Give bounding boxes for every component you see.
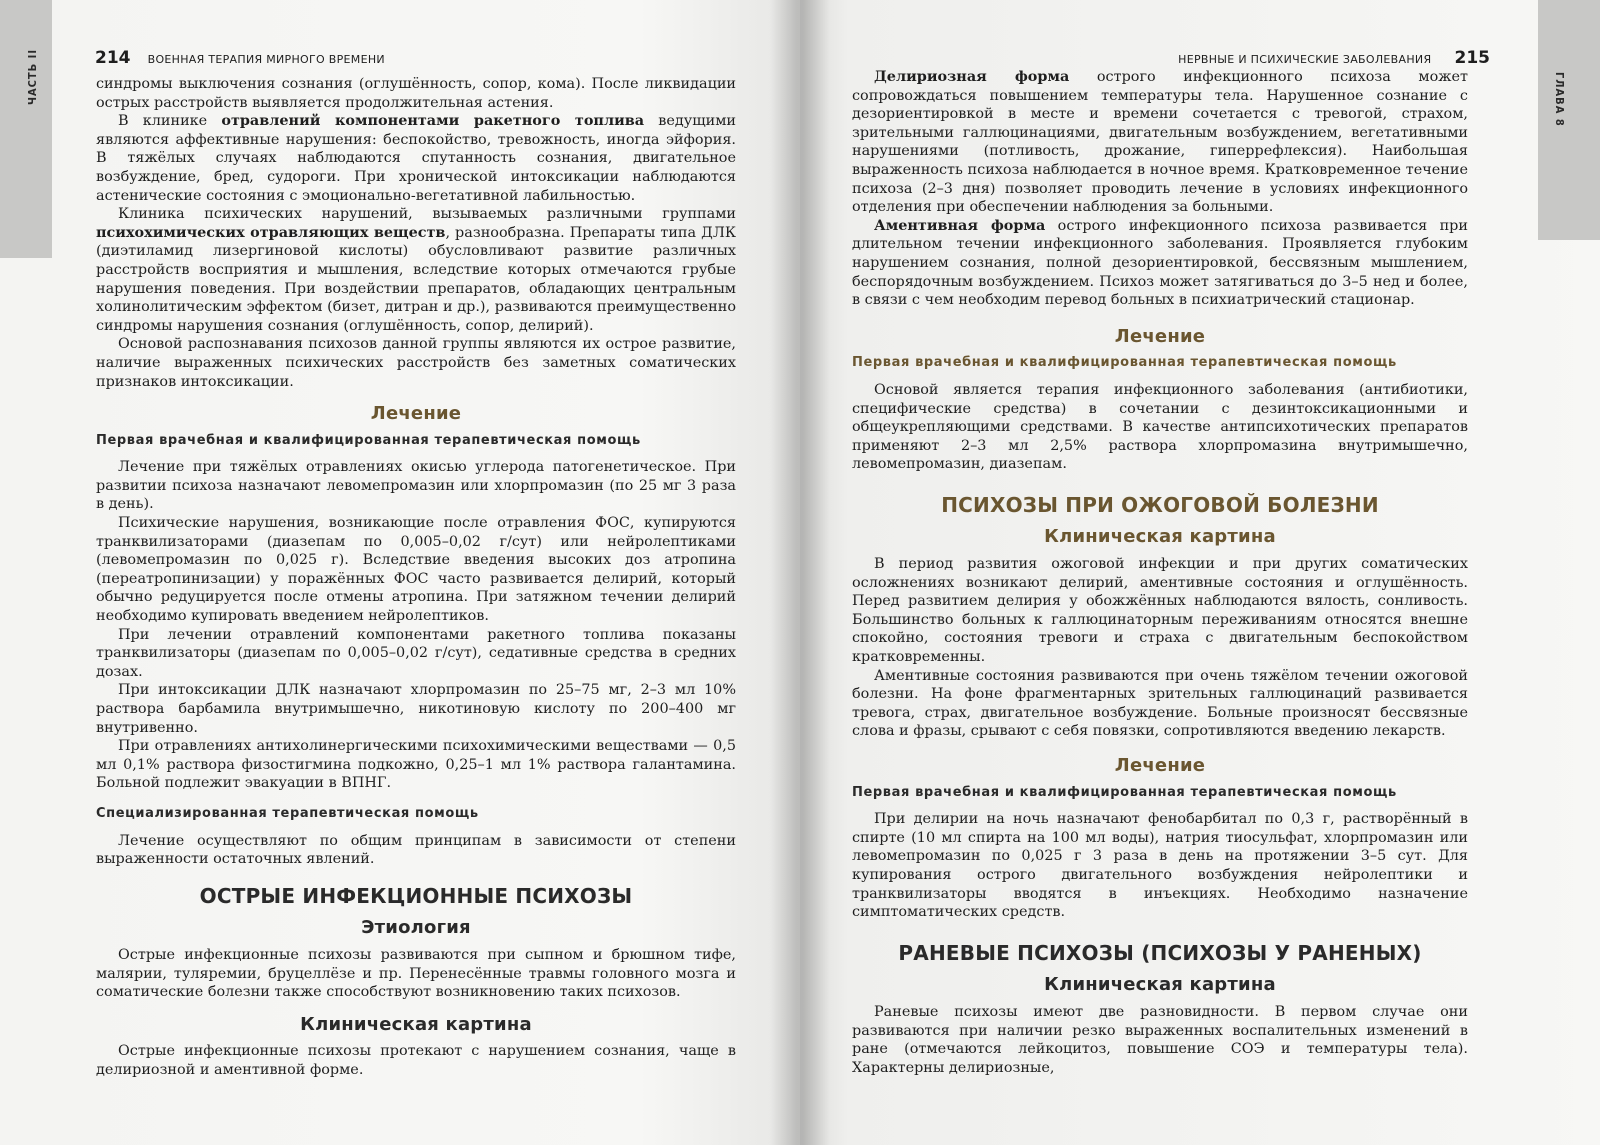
paragraph: Острые инфекционные психозы протекают с нарушением сознания, чаще в делириозной и аментивной форме. <box>96 1043 736 1078</box>
bold-term: психохимических отравляющих веществ <box>96 223 446 241</box>
chapter-heading: ОСТРЫЕ ИНФЕКЦИОННЫЕ ПСИХОЗЫ <box>199 883 633 908</box>
paragraph: Лечение осуществляют по общим принципам в зависимости от степени выраженности остаточных явлений. <box>96 832 736 868</box>
paragraph: синдромы выключения сознания (оглушённость, сопор, кома). После ликвидации острых расстройств выявляется продолжительная астения. <box>96 76 736 111</box>
paragraph: Острые инфекционные психозы развиваются при сыпном и брюшном тифе, малярии, туляремии, бруцеллёзе и пр. Перенесённые травмы головного мозга и соматические болезни также способствуют возникновению таких психозов. <box>96 946 736 1001</box>
section-heading: Клиническая картина <box>1044 526 1276 548</box>
subsection-heading: Первая врачебная и квалифицированная терапевтическая помощь <box>852 784 1397 800</box>
paragraph: Аментивная форма острого инфекционного психоза развивается при длительном течении инфекционного заболевания. Проявляется глубоким нарушением сознания, полной дезориентировкой, бессвязным мышлением, беспорядочным возбуждением. Психоз может затягиваться до 3–5 нед и более, в связи с чем необходим перевод больных в психиатрический стационар. <box>852 216 1468 309</box>
chapter-heading: ПСИХОЗЫ ПРИ ОЖОГОВОЙ БОЛЕЗНИ <box>941 492 1379 517</box>
paragraph: Основой является терапия инфекционного заболевания (антибиотики, специфические средства) в сочетании с дезинтоксикационными и общеукрепляющими средствами. В качестве антипсихотических препаратов применяют 2–3 мл 2,5% раствора хлорпромазина внутримышечно, левомепромазин, диазепам. <box>852 381 1468 473</box>
paragraph: В период развития ожоговой инфекции и при других соматических осложнениях возникают делирий, аментивные состояния и оглушённость. Перед развитием делирия у обожжённых наблюдаются вялость, сонливость. Большинство больных к галлюцинаторным переживаниям относятся внешне спокойно, состояния тревоги и страха с двигательным беспокойством кратковременны. <box>852 556 1468 666</box>
left-page-header <box>95 48 385 68</box>
subsection-heading: Первая врачебная и квалифицированная терапевтическая помощь <box>96 432 641 448</box>
paragraph: Основой распознавания психозов данной группы являются их острое развитие, наличие выраженных психических расстройств без заметных соматических признаков интоксикации. <box>96 336 736 390</box>
paragraph: Лечение при тяжёлых отравлениях окисью углерода патогенетическое. При развитии психоза назначают левомепромазин или хлорпромазин (по 25 мг 3 раза в день). <box>96 459 736 513</box>
paragraph: Психические нарушения, возникающие после отравления ФОС, купируются транквилизаторами (диазепам по 0,005–0,02 г/сут) или нейролептиками (левомепромазин по 0,025 г). Вследствие введения высоких доз атропина (переатропинизации) у поражённых ФОС часто развивается делирий, который обычно редуцируется после отмены атропина. При затяжном течении делирий необходимо купировать введением нейролептиков. <box>96 515 736 625</box>
bold-term: Аментивная форма <box>874 216 1046 234</box>
section-heading: Лечение <box>370 403 462 425</box>
page-number: 215 <box>1454 48 1490 68</box>
left-page-body <box>96 75 736 1080</box>
section-heading: Этиология <box>361 917 471 939</box>
paragraph: При лечении отравлений компонентами ракетного топлива показаны транквилизаторы (диазепам по 0,005–0,02 г/сут), седативные средства в средних дозах. <box>96 626 736 680</box>
section-heading: Клиническая картина <box>300 1013 532 1035</box>
chapter-heading: РАНЕВЫЕ ПСИХОЗЫ (ПСИХОЗЫ У РАНЕНЫХ) <box>898 940 1422 965</box>
paragraph: При делирии на ночь назначают фенобарбитал по 0,3 г, растворённый в спирте (10 мл спирта на 100 мл воды), натрия тиосульфат, хлорпромазин или левомепромазин по 0,025 г 3 раза в день на протяжении 3–5 сут. Для купирования острого двигательного возбуждения нейролептики и транквилизаторы вводятся в инъекциях. Необходимо назначение симптоматических средств. <box>852 811 1468 921</box>
paragraph: Клиника психических нарушений, вызываемых различными группами психохимических отравляющих веществ, разнообразна. Препараты типа ДЛК (диэтиламид лизергиновой кислоты) обусловливают развитие различных расстройств восприятия и мышления, вследствие которых отмечаются грубые нарушения поведения. При воздействии препаратов, обладающих центральным холинолитическим эффектом (бизет, дитран и др.), развиваются преимущественно синдромы нарушения сознания (оглушённость, сопор, делирий). <box>96 206 736 334</box>
section-heading: Лечение <box>1114 325 1206 347</box>
subsection-heading: Специализированная терапевтическая помощь <box>96 805 479 821</box>
running-head: ВОЕННАЯ ТЕРАПИЯ МИРНОГО ВРЕМЕНИ <box>147 53 385 66</box>
running-head: НЕРВНЫЕ И ПСИХИЧЕСКИЕ ЗАБОЛЕВАНИЯ <box>1178 53 1432 66</box>
section-heading: Лечение <box>1114 755 1206 776</box>
paragraph: При отравлениях антихолинергическими психохимическими веществами — 0,5 мл 0,1% раствора физостигмина подкожно, 0,25–1 мл 1% раствора галантамина. Больной подлежит эвакуации в ВПНГ. <box>96 738 736 792</box>
paragraph: Аментивные состояния развиваются при очень тяжёлом течении ожоговой болезни. На фоне фрагментарных зрительных галлюцинаций развивается тревога, страх, двигательное возбуждение. Больные произносят бессвязные слова и фразы, срывают с себя повязки, сопротивляются введению лекарств. <box>852 667 1468 740</box>
part-tab <box>0 0 52 258</box>
paragraph: Делириозная форма острого инфекционного психоза может сопровождаться повышением температуры тела. Нарушенное сознание с дезориентировкой в месте и времени сочетается с тревогой, страхом, зрительными галлюцинациями, двигательным возбуждением, вегетативными нарушениями (потливость, дрожание, гиперрефлексия). Наибольшая выраженность психоза наблюдается в ночное время. Кратковременное течение психоза (2–3 дня) позволяет проводить лечение в условиях инфекционного отделения при обеспечении наблюдения за больными. <box>852 68 1468 216</box>
right-page <box>800 0 1600 1145</box>
section-heading: Клиническая картина <box>1044 974 1276 996</box>
right-page-body <box>852 68 1468 1077</box>
page-number: 214 <box>95 48 131 68</box>
chapter-tab-label: ГЛАВА 8 <box>1553 72 1566 127</box>
bold-term: отравлений компонентами ракетного топлива <box>221 112 645 130</box>
paragraph: В клинике отравлений компонентами ракетного топлива ведущими являются аффективные нарушения: беспокойство, тревожность, иногда эйфория. В тяжёлых случаях наблюдаются спутанность сознания, двигательное возбуждение, бред, судороги. При хронической интоксикации наблюдаются астенические состояния с эмоционально-вегетативной лабильностью. <box>96 112 736 204</box>
bold-term: Делириозная форма <box>874 68 1070 85</box>
subsection-heading: Первая врачебная и квалифицированная терапевтическая помощь <box>852 355 1397 371</box>
chapter-tab <box>1538 0 1600 240</box>
paragraph: Раневые психозы имеют две разновидности. В первом случае они развиваются при наличии резко выраженных воспалительных изменений в ране (отмечаются лейкоцитоз, повышение СОЭ и температуры тела). Характерны делириозные, <box>852 1003 1468 1076</box>
part-tab-label: ЧАСТЬ II <box>26 48 39 105</box>
paragraph: При интоксикации ДЛК назначают хлорпромазин по 25–75 мг, 2–3 мл 10% раствора барбамила внутримышечно, никотиновую кислоту по 200–400 мг внутривенно. <box>96 682 736 736</box>
book-gutter <box>770 0 830 1145</box>
right-page-header <box>1178 48 1490 68</box>
